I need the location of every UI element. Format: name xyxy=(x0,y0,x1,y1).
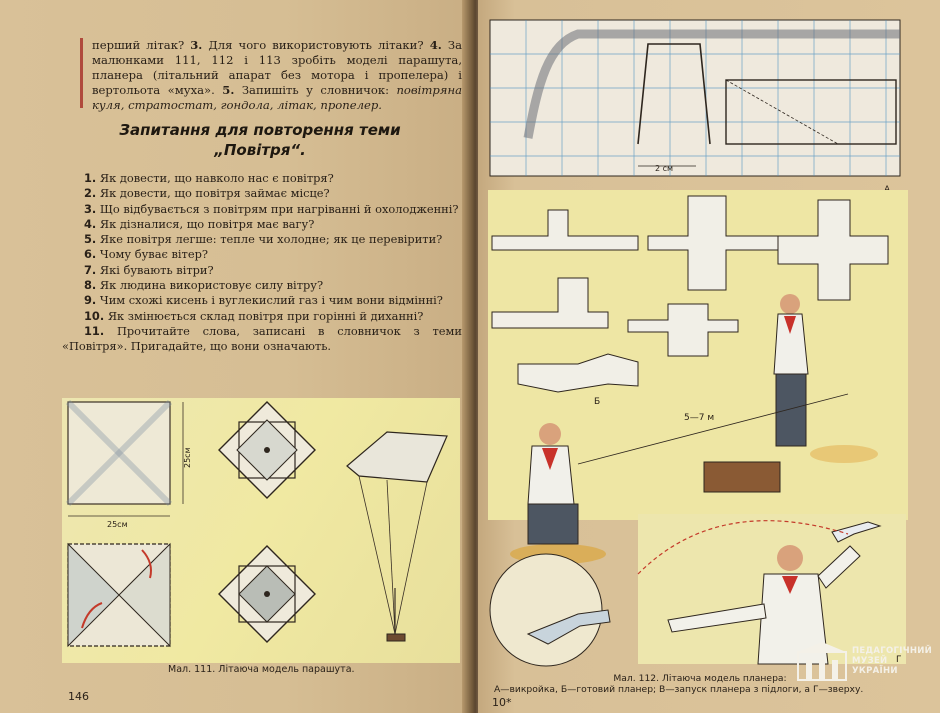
list-item: 10. Як змінюється склад повітря при горінні й диханні? xyxy=(84,308,424,323)
list-item: 2. Як довести, що повітря займає місце? xyxy=(84,186,330,201)
parachute-model xyxy=(347,432,447,641)
page-number-left: 146 xyxy=(68,690,89,703)
section-title: Запитання для повторення теми „Повітря“. xyxy=(119,121,401,159)
figure-caption-111: Мал. 111. Літаюча модель парашута. xyxy=(168,664,355,675)
caption-line-1: Мал. 112. Літаюча модель планера: xyxy=(613,673,787,684)
folded-parachute-top xyxy=(219,402,315,498)
label-b: Б xyxy=(594,397,601,407)
list-item: 5. Яке повітря легше: тепле чи холодне; як це перевірити? xyxy=(84,232,443,247)
caption-line-2: А—викройка, Б—готовий планер; В—запуск планера з підлоги, а Г—зверху. xyxy=(494,684,864,695)
wooden-board xyxy=(704,462,780,492)
page-number-right: 10* xyxy=(492,696,512,709)
museum-name: ПЕДАГОГІЧНИЙ МУЗЕЙ УКРАЇНИ xyxy=(852,646,933,676)
parachute-pattern-square xyxy=(68,402,192,529)
dim-width-label: 25см xyxy=(107,520,128,529)
glider-pattern-grid xyxy=(490,20,900,195)
intro-paragraph: перший літак? 3. Для чого використовують літаки? 4. За малюнками 111, 112 і 113 зробіть моделі парашута, планера (літальний апарат без мотора і пропелера) і вертольота «муха». 5. Запишіть у словничок: повітряна куля, стратостат, гондола, літак, пропелер. xyxy=(92,38,462,112)
list-item: 8. Як людина використовує силу вітру? xyxy=(84,278,324,293)
dim-height-label: 25см xyxy=(183,447,192,468)
hand-detail-circle xyxy=(490,554,602,666)
parachute-figure-plate xyxy=(62,398,460,663)
folded-parachute-bottom xyxy=(219,546,315,642)
label-g: Г xyxy=(896,655,902,665)
scale-label: 2 см xyxy=(655,164,674,173)
list-item: 1. Як довести, що навколо нас є повітря? xyxy=(84,171,334,185)
list-item: 6. Чому буває вітер? xyxy=(84,247,208,262)
list-item: 9. Чим схожі кисень і вуглекислий газ і чим вони відмінні? xyxy=(84,293,443,308)
distance-label: 5—7 м xyxy=(684,413,715,423)
list-item: 11. Прочитайте слова, записані в словничок з теми «Повітря». Пригадайте, що вони означають. xyxy=(62,323,463,354)
glider-figure xyxy=(488,14,908,669)
glider-diagram xyxy=(488,14,908,669)
list-item: 7. Які бувають вітри? xyxy=(84,262,214,277)
museum-watermark xyxy=(796,642,933,690)
question-list xyxy=(62,171,462,355)
parachute-diagram xyxy=(62,398,460,663)
museum-building-icon xyxy=(796,642,848,682)
landing-spot xyxy=(810,445,878,463)
folding-step-square xyxy=(68,544,170,646)
list-item: 4. Як дізналися, що повітря має вагу? xyxy=(84,216,315,231)
margin-bar xyxy=(80,38,83,108)
list-item: 3. Що відбувається з повітрям при нагріванні й охолодженні? xyxy=(84,201,459,216)
